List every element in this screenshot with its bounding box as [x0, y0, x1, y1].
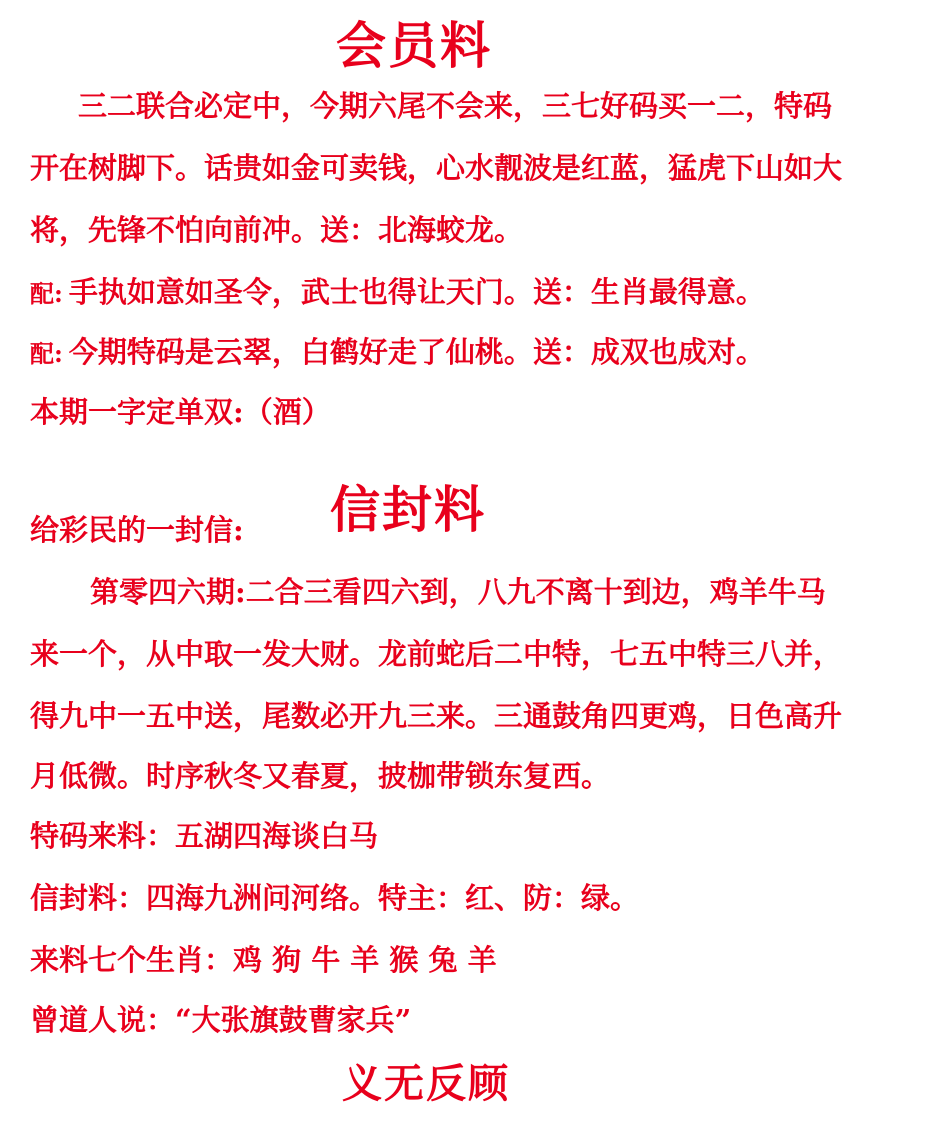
- pair-prefix-1: 配:: [30, 279, 63, 308]
- member-line-1: 三二联合必定中，今期六尾不会来，三七好码买一二，特码: [78, 89, 833, 123]
- letter-title: 信封料: [330, 480, 486, 539]
- special-code-line: 特码来料：五湖四海谈白马: [30, 819, 379, 853]
- single-double-line: 本期一字定单双:（酒）: [30, 395, 331, 429]
- letter-greeting: 给彩民的一封信:: [30, 513, 244, 547]
- letter-line-3: 得九中一五中送，尾数必开九三来。三通鼓角四更鸡，日色高升: [30, 699, 843, 733]
- pair-text-1: 手执如意如圣令，武士也得让天门。送：生肖最得意。: [68, 275, 765, 309]
- pair-line-2: [30, 335, 765, 369]
- footer-title: 义无反顾: [342, 1060, 510, 1107]
- pair-prefix-2: 配:: [30, 339, 63, 368]
- pair-text-2: 今期特码是云翠，白鹤好走了仙桃。送：成双也成对。: [68, 335, 765, 369]
- letter-line-2: 来一个，从中取一发大财。龙前蛇后二中特，七五中特三八并，: [30, 637, 843, 671]
- pair-line-1: [30, 275, 765, 309]
- letter-line-1: 第零四六期:二合三看四六到，八九不离十到边，鸡羊牛马: [90, 575, 826, 609]
- member-title: 会员料: [336, 16, 492, 75]
- saying-line: 曾道人说：“大张旗鼓曹家兵”: [30, 1003, 412, 1037]
- member-line-3: 将，先锋不怕向前冲。送：北海蛟龙。: [30, 213, 524, 247]
- zodiac-line: 来料七个生肖：鸡 狗 牛 羊 猴 兔 羊: [30, 943, 497, 977]
- letter-material-line: 信封料：四海九洲问河络。特主：红、防：绿。: [30, 881, 640, 915]
- member-line-2: 开在树脚下。话贵如金可卖钱，心水靓波是红蓝，猛虎下山如大: [30, 151, 843, 185]
- letter-line-4: 月低微。时序秋冬又春夏，披枷带锁东复西。: [30, 759, 611, 793]
